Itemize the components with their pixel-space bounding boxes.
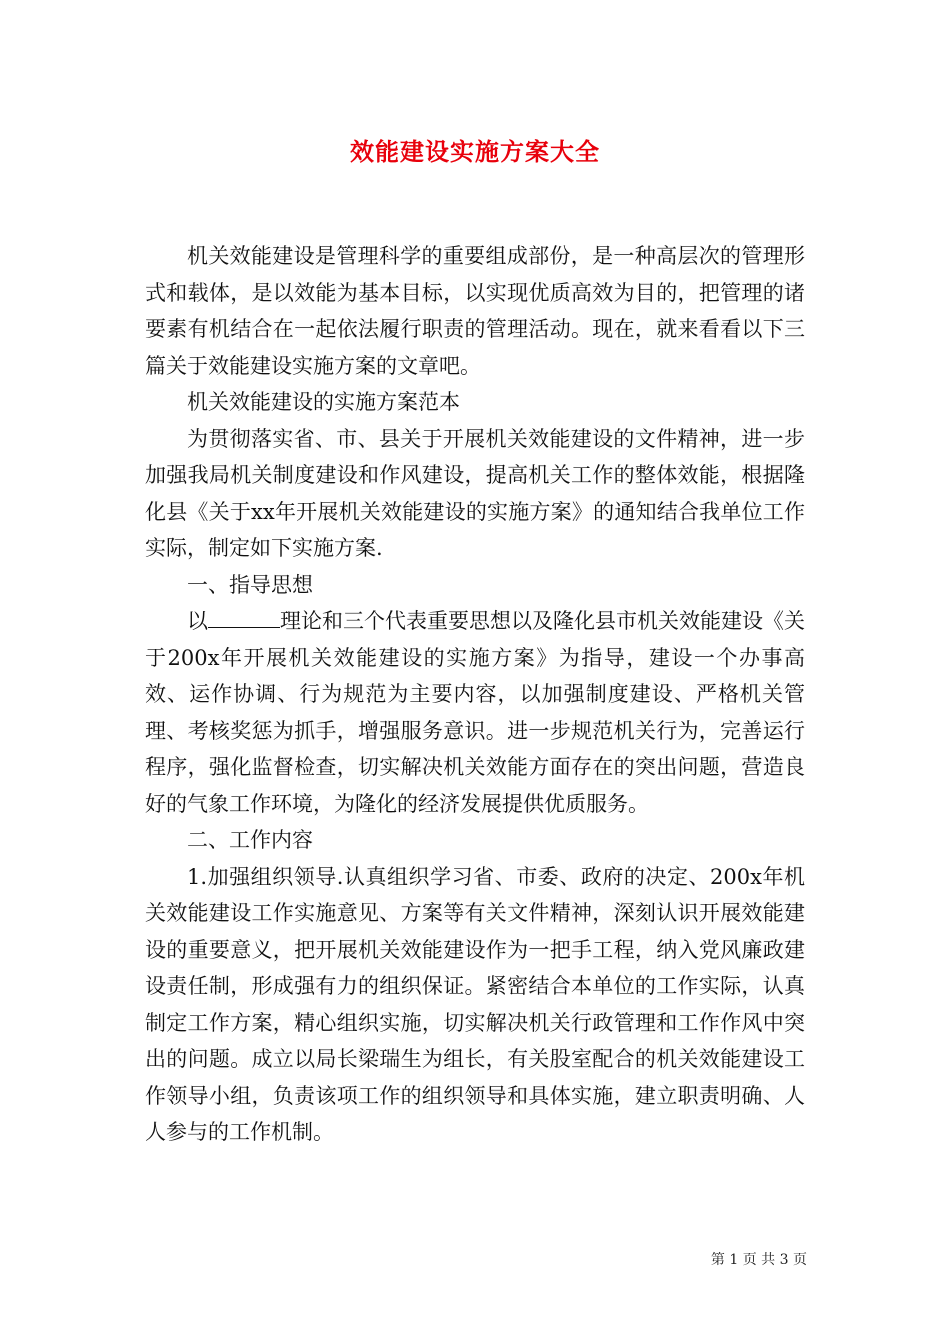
heading-work-content: 二、工作内容 [187, 828, 313, 852]
page-title: 效能建设实施方案大全 [350, 137, 600, 166]
section-subtitle: 机关效能建设的实施方案范本 [187, 390, 460, 414]
document-body [145, 238, 805, 1151]
intro-paragraph: 机关效能建设是管理科学的重要组成部份，是一种高层次的管理形式和载体，是以效能为基本目标，以实现优质高效为目的，把管理的诸要素有机结合在一起依法履行职责的管理活动。现在，就来看看以下三篇关于效能建设实施方案的文章吧。 [145, 244, 805, 378]
paragraph-guiding-thought [145, 603, 805, 822]
page-number: 第 1 页 共 3 页 [710, 1252, 807, 1268]
paragraph-purpose: 为贯彻落实省、市、县关于开展机关效能建设的文件精神，进一步加强我局机关制度建设和作风建设，提高机关工作的整体效能，根据隆化县《关于xx年开展机关效能建设的实施方案》的通知结合我单位工作实际，制定如下实施方案. [145, 426, 805, 560]
paragraph-work-content: 1.加强组织领导.认真组织学习省、市委、政府的决定、200x年机关效能建设工作实施意见、方案等有关文件精神，深刻认识开展效能建设的重要意义，把开展机关效能建设作为一把手工程，纳入党风廉政建设责任制，形成强有力的组织保证。紧密结合本单位的工作实际，认真制定工作方案，精心组织实施，切实解决机关行政管理和工作作风中突出的问题。成立以局长梁瑞生为组长，有关股室配合的机关效能建设工作领导小组，负责该项工作的组织领导和具体实施，建立职责明确、人人参与的工作机制。 [145, 864, 805, 1144]
fill-in-blank [208, 609, 280, 628]
guiding-thought-body: 理论和三个代表重要思想以及隆化县市机关效能建设《关于200x年开展机关效能建设的实施方案》为指导，建设一个办事高效、运作协调、行为规范为主要内容，以加强制度建设、严格机关管理、考核奖惩为抓手，增强服务意识。进一步规范机关行为，完善运行程序，强化监督检查，切实解决机关效能方面存在的突出问题，营造良好的气象工作环境，为隆化的经济发展提供优质服务。 [145, 609, 805, 816]
heading-guiding-thought: 一、指导思想 [187, 572, 313, 597]
guiding-thought-lead: 以 [187, 609, 208, 633]
